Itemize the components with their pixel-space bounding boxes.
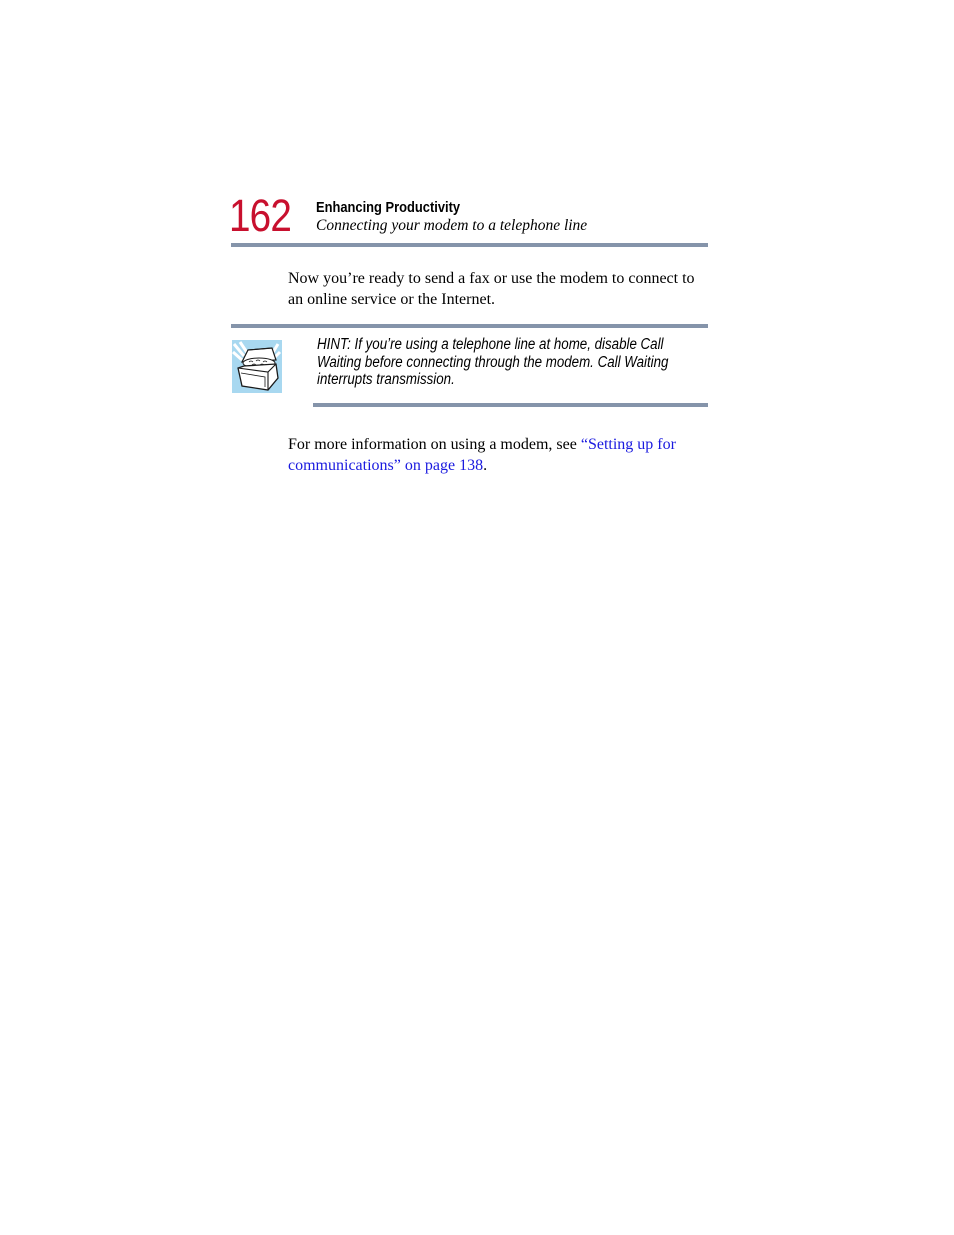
page-number: 162 xyxy=(229,190,292,241)
chapter-title: Enhancing Productivity xyxy=(316,199,461,216)
header-rule xyxy=(231,243,708,247)
hint-top-rule xyxy=(231,324,708,328)
paragraph-text: . xyxy=(483,457,488,474)
body-paragraph xyxy=(288,434,713,476)
cross-reference-link[interactable]: “Setting up for communications” on page 138 xyxy=(288,436,676,474)
paragraph-text: For more information on using a modem, see xyxy=(288,436,581,453)
treasure-chest-icon xyxy=(232,340,282,393)
body-paragraph: Now you’re ready to send a fax or use the modem to connect to an online service or the Internet. xyxy=(288,270,695,308)
hint-bottom-rule xyxy=(313,403,708,407)
section-title: Connecting your modem to a telephone line xyxy=(316,217,588,234)
hint-text: HINT: If you’re using a telephone line at home, disable Call Waiting before connecting through the modem. Call Waiting interrupts transmission. xyxy=(317,336,669,388)
